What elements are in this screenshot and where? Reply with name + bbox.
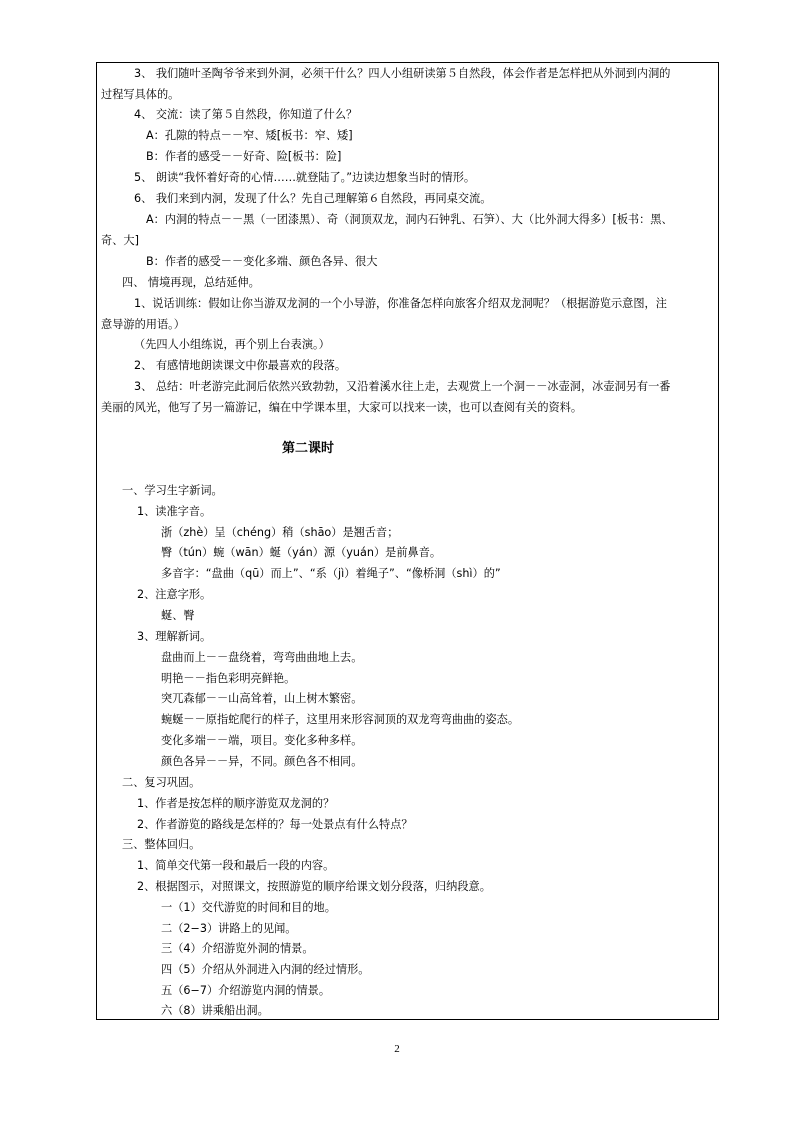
- text-line: 1、作者是按怎样的顺序游览双龙洞的？: [137, 797, 335, 810]
- text-line: 4、 交流：读了第５自然段，你知道了什么？: [134, 108, 358, 121]
- section-heading: 二、复习巩固。: [122, 776, 201, 789]
- text-line: 蜿蜒－－原指蛇爬行的样子，这里用来形容洞顶的双龙弯弯曲曲的姿态。: [161, 713, 520, 726]
- text-line: 美丽的风光，他写了另一篇游记，编在中学课本里，大家可以找来一读，也可以查阅有关的资料。: [101, 401, 583, 414]
- page-number: 2: [394, 1043, 400, 1055]
- text-line: 1、读准字音。: [137, 505, 212, 518]
- text-line: A：内洞的特点－－黑（一团漆黑）、奇（洞顶双龙，洞内石钟乳、石笋）、大（比外洞大得多）[板书：黑、: [146, 213, 673, 226]
- text-line: 蜒、臀: [161, 609, 195, 622]
- text-line: 1、说话训练：假如让你当游双龙洞的一个小导游，你准备怎样向旅客介绍双龙洞呢？（根据游览示意图，注: [134, 297, 667, 310]
- text-line: 1、简单交代第一段和最后一段的内容。: [137, 859, 335, 872]
- text-line: 2、 有感情地朗读课文中你最喜欢的段落。: [134, 359, 347, 372]
- text-line: 5、 朗读“我怀着好奇的心情……就登陆了。”边读边想象当时的情形。: [134, 171, 476, 184]
- text-line: 2、根据图示，对照课文，按照游览的顺序给课文划分段落，归纳段意。: [137, 880, 491, 893]
- text-line: 六（8）讲乘船出洞。: [161, 1004, 269, 1017]
- text-line: 三（4）介绍游览外洞的情景。: [161, 942, 314, 955]
- section-heading: 三、整体回归。: [122, 838, 201, 851]
- text-line: 6、 我们来到内洞，发现了什么？先自己理解第６自然段，再同桌交流。: [134, 192, 492, 205]
- text-line: B：作者的感受－－好奇、险[板书：险]: [146, 150, 342, 163]
- text-line: 颜色各异－－异，不同。颜色各不相同。: [161, 755, 363, 768]
- text-line: 3、 总结：叶老游完此洞后依然兴致勃勃，又沿着溪水往上走，去观赏上一个洞－－冰壶洞，冰壶洞另有一番: [134, 380, 671, 393]
- text-line: 多音字：“盘曲（qū）而上”、“系（jì）着绳子”、“像桥洞（shì）的”: [161, 567, 501, 580]
- text-line: 浙（zhè）呈（chéng）稍（shāo）是翘舌音；: [161, 526, 399, 539]
- text-line: 盘曲而上－－盘绕着，弯弯曲曲地上去。: [161, 651, 363, 664]
- text-line: 二（2−3）讲路上的见闻。: [161, 922, 297, 935]
- lesson-title: 第二课时: [282, 441, 335, 456]
- text-line: 明艳－－指色彩明亮鲜艳。: [161, 672, 296, 685]
- text-line: （先四人小组练说，再个别上台表演。）: [134, 338, 330, 351]
- text-line: 臀（tún）蜿（wān）蜒（yán）源（yuán）是前鼻音。: [161, 546, 442, 559]
- text-line: 意导游的用语。）: [101, 318, 185, 331]
- section-heading: 一、学习生字新词。: [122, 484, 223, 497]
- text-line: 突兀森郁－－山高耸着，山上树木繁密。: [161, 692, 363, 705]
- text-line: 3、 我们随叶圣陶爷爷来到外洞，必须干什么？四人小组研读第５自然段，体会作者是怎样把从外洞到内洞的: [134, 67, 671, 80]
- text-line: A：孔隙的特点－－窄、矮[板书：窄、矮]: [146, 129, 353, 142]
- text-line: 2、注意字形。: [137, 588, 212, 601]
- text-line: 四（5）介绍从外洞进入内洞的经过情形。: [161, 963, 370, 976]
- text-line: 五（6−7）介绍游览内洞的情景。: [161, 984, 331, 997]
- text-line: B：作者的感受－－变化多端、颜色各异、很大: [146, 255, 378, 268]
- text-line: 奇、大]: [101, 234, 139, 247]
- text-line: 过程写具体的。: [101, 88, 180, 101]
- section-heading: 四、 情境再现，总结延伸。: [122, 276, 260, 289]
- text-line: 3、理解新词。: [137, 630, 212, 643]
- text-line: 变化多端－－端，项目。变化多种多样。: [161, 734, 363, 747]
- text-line: 一（1）交代游览的时间和目的地。: [161, 901, 336, 914]
- text-line: 2、作者游览的路线是怎样的？每一处景点有什么特点？: [137, 818, 413, 831]
